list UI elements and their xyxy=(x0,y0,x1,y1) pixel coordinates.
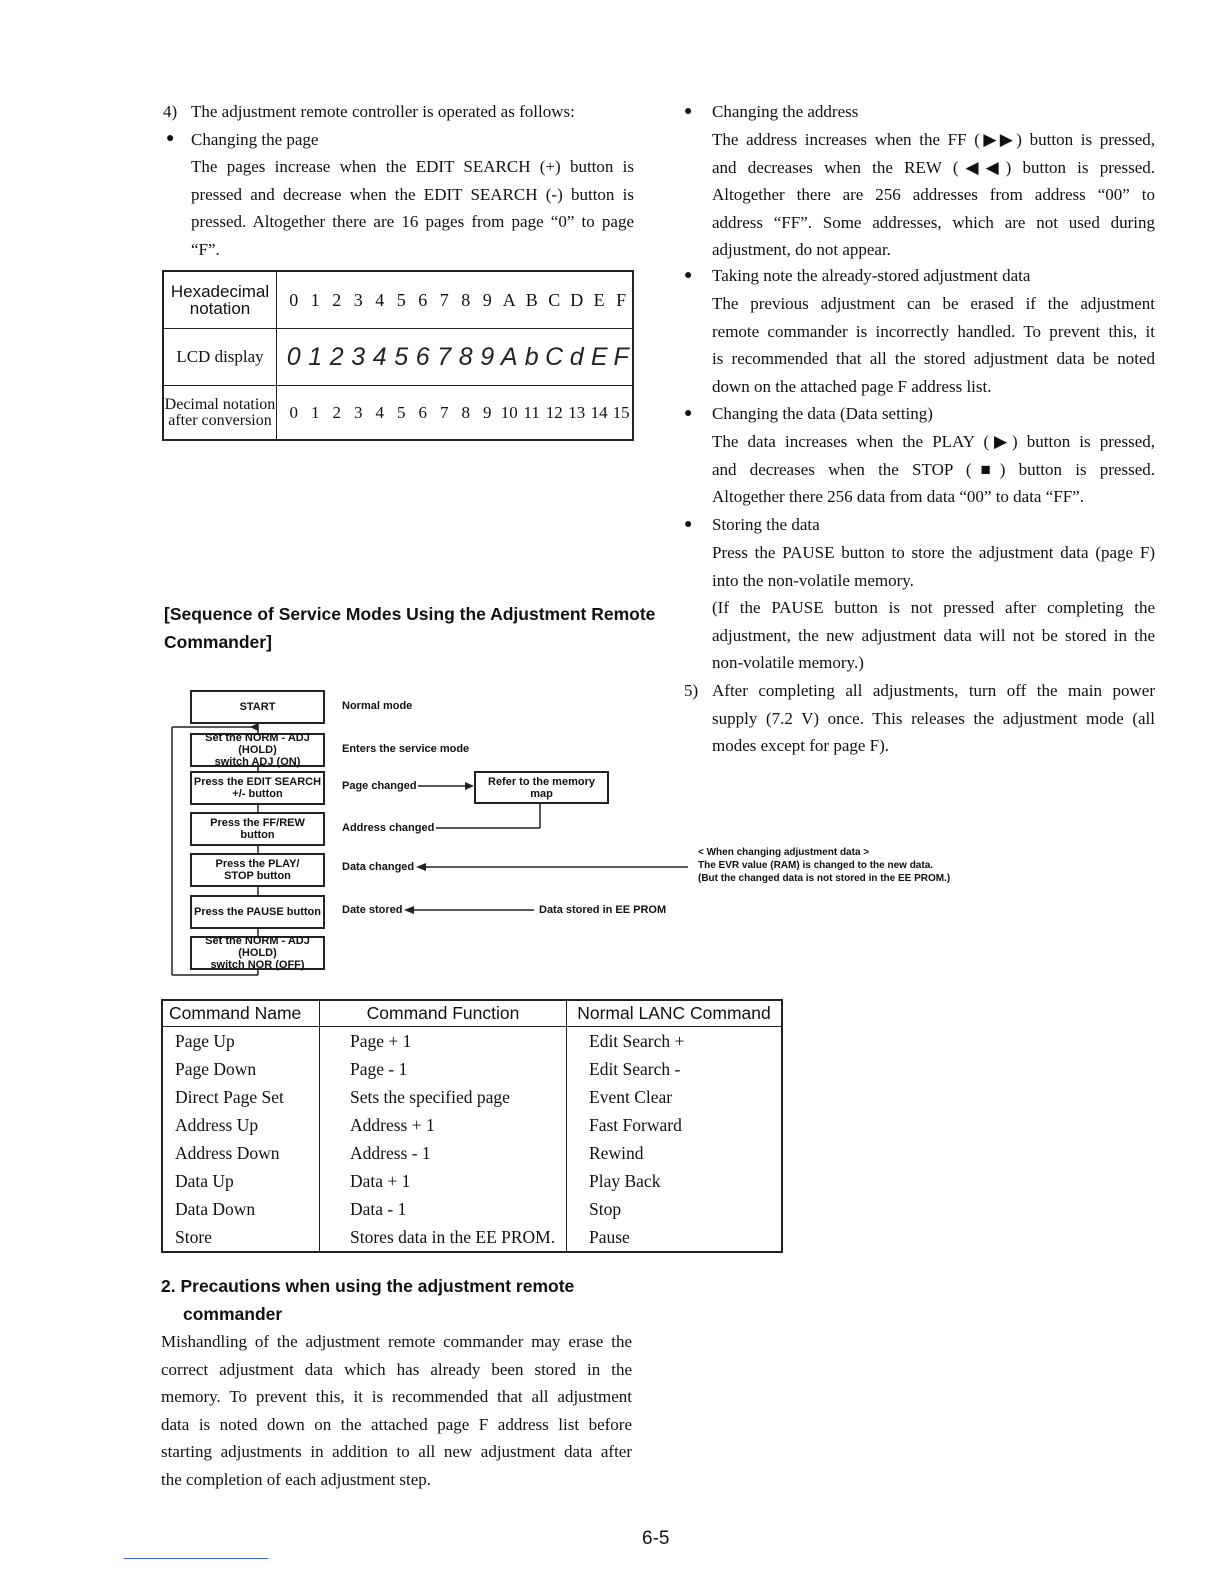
box-line: STOP button xyxy=(224,870,291,882)
label-line: Decimal notation xyxy=(164,395,276,413)
hex-cell: C xyxy=(548,289,561,310)
text-line: pressed. Altogether there are 16 pages from page “0” to page xyxy=(191,212,634,232)
box-line: switch ADJ (ON) xyxy=(214,756,301,768)
label-line: Hexadecimal xyxy=(170,282,270,301)
cell-name: Data Down xyxy=(162,1195,320,1223)
table-row xyxy=(162,1139,782,1167)
text-line: address “FF”. Some addresses, which are not used during xyxy=(712,212,1155,232)
lcd-cell: 3 xyxy=(351,342,366,371)
decimal-cell: 10 xyxy=(500,402,518,422)
lcd-cell: 4 xyxy=(372,342,387,371)
decimal-cell: 3 xyxy=(354,402,363,422)
lcd-cell: d xyxy=(569,342,584,371)
lcd-cell: 0 xyxy=(286,342,301,371)
bullet-dot: ● xyxy=(684,406,693,421)
hex-cell: D xyxy=(570,289,584,310)
hex-cell: 6 xyxy=(418,289,428,310)
flow-start-box: START xyxy=(190,690,325,724)
flow-pause-box: Press the PAUSE button xyxy=(190,895,325,929)
address-title: Changing the address xyxy=(712,102,859,121)
table-row xyxy=(162,1223,782,1252)
decimal-cell: 1 xyxy=(311,402,320,422)
hex-cell: 4 xyxy=(375,289,385,310)
text-line: the completion of each adjustment step. xyxy=(161,1469,432,1489)
decimal-cell: 4 xyxy=(375,402,384,422)
cell-lanc: Event Clear xyxy=(567,1083,783,1111)
hex-cell: 3 xyxy=(353,289,363,310)
flow-adj-off-box xyxy=(190,936,325,970)
item-4-text: The adjustment remote controller is operated as follows: xyxy=(191,102,575,121)
flow-edit-search-box xyxy=(190,771,325,805)
decimal-cell: 9 xyxy=(483,402,492,422)
table-row xyxy=(162,1111,782,1139)
bullet-dot: ● xyxy=(684,104,693,119)
item-4-number: 4) xyxy=(163,102,178,121)
cell-name: Page Down xyxy=(162,1055,320,1083)
heading-line: [Sequence of Service Modes Using the Adjustment Remote xyxy=(164,604,656,624)
lcd-cell: 9 xyxy=(480,342,495,371)
footer-rule xyxy=(124,1558,268,1559)
lcd-cell: C xyxy=(545,342,564,371)
cell-function: Address + 1 xyxy=(320,1111,567,1139)
data-title: Changing the data (Data setting) xyxy=(712,404,933,423)
hex-cell: B xyxy=(525,289,538,310)
cell-function: Data - 1 xyxy=(320,1195,567,1223)
text-line: is recommended that all the stored adjustment data be noted xyxy=(712,349,1155,369)
box-line: switch NOR (OFF) xyxy=(210,959,305,971)
cell-name: Address Up xyxy=(162,1111,320,1139)
note-title: Taking note the already-stored adjustment data xyxy=(712,266,1031,285)
address-paragraph xyxy=(712,126,1155,264)
label-data-stored: Date stored xyxy=(342,904,403,916)
data-paragraph xyxy=(712,428,1155,511)
decimal-cell: 12 xyxy=(545,402,563,422)
label-line: notation xyxy=(189,299,251,318)
box-line: Set the NORM - ADJ (HOLD) xyxy=(205,935,310,959)
cell-name: Data Up xyxy=(162,1167,320,1195)
decimal-cell: 0 xyxy=(289,402,298,422)
evr-note xyxy=(698,846,950,885)
note-paragraph xyxy=(712,290,1155,400)
decimal-cell: 15 xyxy=(612,402,630,422)
cell-lanc: Edit Search + xyxy=(567,1027,783,1056)
cell-lanc: Edit Search - xyxy=(567,1055,783,1083)
text-line: Mishandling of the adjustment remote commander may erase the xyxy=(161,1332,632,1351)
hex-cell: 2 xyxy=(332,289,342,310)
decimal-cell: 5 xyxy=(397,402,406,422)
box-line: +/- button xyxy=(232,788,283,800)
lcd-cell: 5 xyxy=(394,342,409,371)
text-line: The pages increase when the EDIT SEARCH (+) button is xyxy=(191,157,634,176)
lcd-cell: 6 xyxy=(415,342,430,371)
table-row xyxy=(162,1083,782,1111)
box-line: Press the PLAY/ xyxy=(215,858,300,870)
heading-line: Commander] xyxy=(164,632,272,652)
label-enters-service: Enters the service mode xyxy=(342,743,470,755)
hex-cell: 8 xyxy=(461,289,471,310)
lcd-row-label: LCD display xyxy=(164,329,277,385)
table-row xyxy=(162,1195,782,1223)
decimal-cell: 8 xyxy=(461,402,470,422)
text-line: remote commander is incorrectly handled. To prevent this, it xyxy=(712,321,1155,341)
table-header-row xyxy=(162,1000,782,1027)
lcd-cell: 8 xyxy=(458,342,473,371)
note-line: The EVR value (RAM) is changed to the new data. xyxy=(698,860,934,871)
page-bullet-title: Changing the page xyxy=(191,130,319,149)
header-command-name: Command Name xyxy=(162,1000,320,1027)
hex-cell: F xyxy=(616,289,627,310)
flow-ff-rew-box: Press the FF/REW button xyxy=(190,812,325,846)
label-line: after conversion xyxy=(168,411,272,429)
precautions-paragraph xyxy=(161,1328,632,1494)
cell-lanc: Stop xyxy=(567,1195,783,1223)
command-table xyxy=(161,999,783,1253)
text-line: correct adjustment data which has already been stored in the xyxy=(161,1359,632,1379)
cell-name: Direct Page Set xyxy=(162,1083,320,1111)
label-data-changed: Data changed xyxy=(342,861,415,873)
text-line: Altogether there 256 data from data “00” to data “FF”. xyxy=(712,487,1084,507)
hex-cell: 1 xyxy=(310,289,320,310)
table-row xyxy=(162,1055,782,1083)
label-address-changed: Address changed xyxy=(342,822,435,834)
text-line: and decreases when the STOP (■) button is pressed. xyxy=(712,459,1155,479)
text-line: and decreases when the REW (◀◀) button is pressed. xyxy=(712,157,1155,177)
lcd-cell: E xyxy=(590,342,608,371)
page-number: 6-5 xyxy=(642,1528,670,1549)
text-line: data is noted down on the attached page F address list before xyxy=(161,1414,632,1434)
text-line: non-volatile memory.) xyxy=(712,653,864,673)
lcd-cell: 1 xyxy=(308,342,323,371)
decimal-cell: 2 xyxy=(332,402,341,422)
cell-function: Data + 1 xyxy=(320,1167,567,1195)
text-line: After completing all adjustments, turn off the main power xyxy=(712,681,1155,700)
cell-name: Address Down xyxy=(162,1139,320,1167)
precautions-heading xyxy=(161,1272,574,1328)
lcd-cell: 2 xyxy=(329,342,344,371)
store-title: Storing the data xyxy=(712,515,820,534)
cell-function: Sets the specified page xyxy=(320,1083,567,1111)
flow-adj-on-box xyxy=(190,733,325,767)
decimal-cell: 6 xyxy=(418,402,427,422)
cell-function: Stores data in the EE PROM. xyxy=(320,1223,567,1252)
decimal-cell: 11 xyxy=(523,402,540,422)
hex-cell: 0 xyxy=(289,289,299,310)
lcd-cell: A xyxy=(500,342,518,371)
header-lanc-command: Normal LANC Command xyxy=(567,1000,783,1027)
item-5-number: 5) xyxy=(684,681,699,700)
text-line: down on the attached page F address list. xyxy=(712,376,992,396)
text-line: The address increases when the FF (▶▶) button is pressed, xyxy=(712,130,1155,149)
bullet-dot: ● xyxy=(166,131,175,146)
decimal-cell: 14 xyxy=(590,402,608,422)
hex-cell: 9 xyxy=(482,289,492,310)
table-row xyxy=(162,1167,782,1195)
cell-lanc: Fast Forward xyxy=(567,1111,783,1139)
text-line: “F”. xyxy=(191,239,220,259)
hex-cell: A xyxy=(502,289,516,310)
text-line: Press the PAUSE button to store the adjustment data (page F) xyxy=(712,543,1155,562)
text-line: adjustment, do not appear. xyxy=(712,240,891,260)
label-normal-mode: Normal mode xyxy=(342,700,413,712)
lcd-cell: b xyxy=(524,342,539,371)
decimal-cell: 7 xyxy=(440,402,449,422)
text-line: pressed and decrease when the EDIT SEARCH (-) button is xyxy=(191,184,634,204)
decimal-cell: 13 xyxy=(568,402,586,422)
heading-line: 2. Precautions when using the adjustment remote xyxy=(161,1276,575,1296)
label-page-changed: Page changed xyxy=(342,780,417,792)
hex-cell: 5 xyxy=(396,289,406,310)
bullet-dot: ● xyxy=(684,268,693,283)
text-line: Altogether there are 256 addresses from address “00” to xyxy=(712,185,1155,205)
text-line: The data increases when the PLAY (▶) button is pressed, xyxy=(712,432,1155,451)
table-row xyxy=(162,1027,782,1056)
item-5-paragraph xyxy=(712,677,1155,760)
cell-function: Page + 1 xyxy=(320,1027,567,1056)
note-line: < When changing adjustment data > xyxy=(698,847,870,858)
note-line: (But the changed data is not stored in the EE PROM.) xyxy=(698,873,951,884)
box-line: Press the EDIT SEARCH xyxy=(193,776,322,788)
cell-lanc: Rewind xyxy=(567,1139,783,1167)
label-stored-eeprom: Data stored in EE PROM xyxy=(539,904,667,916)
cell-lanc: Pause xyxy=(567,1223,783,1252)
flow-play-stop-box xyxy=(190,853,325,887)
text-line: adjustment, the new adjustment data will not be stored in the xyxy=(712,625,1155,645)
lcd-cell: F xyxy=(613,342,629,371)
box-line: Set the NORM - ADJ (HOLD) xyxy=(205,732,310,756)
lcd-cell: 7 xyxy=(437,342,452,371)
text-line: into the non-volatile memory. xyxy=(712,570,914,590)
heading-line: commander xyxy=(183,1304,283,1324)
cell-name: Store xyxy=(162,1223,320,1252)
hex-cell: 7 xyxy=(439,289,449,310)
hex-cell: E xyxy=(593,289,605,310)
store-paragraph xyxy=(712,539,1155,677)
memory-map-box: Refer to the memory map xyxy=(474,771,609,804)
cell-function: Address - 1 xyxy=(320,1139,567,1167)
text-line: starting adjustments in addition to all new adjustment data after xyxy=(161,1442,632,1462)
text-line: modes except for page F). xyxy=(712,736,890,756)
header-command-function: Command Function xyxy=(320,1000,567,1027)
cell-lanc: Play Back xyxy=(567,1167,783,1195)
text-line: The previous adjustment can be erased if the adjustment xyxy=(712,294,1155,313)
text-line: (If the PAUSE button is not pressed after completing the xyxy=(712,598,1155,618)
cell-function: Page - 1 xyxy=(320,1055,567,1083)
cell-name: Page Up xyxy=(162,1027,320,1056)
text-line: supply (7.2 V) once. This releases the adjustment mode (all xyxy=(712,708,1155,728)
bullet-dot: ● xyxy=(684,517,693,532)
text-line: memory. To prevent this, it is recommended that all adjustment xyxy=(161,1387,632,1407)
